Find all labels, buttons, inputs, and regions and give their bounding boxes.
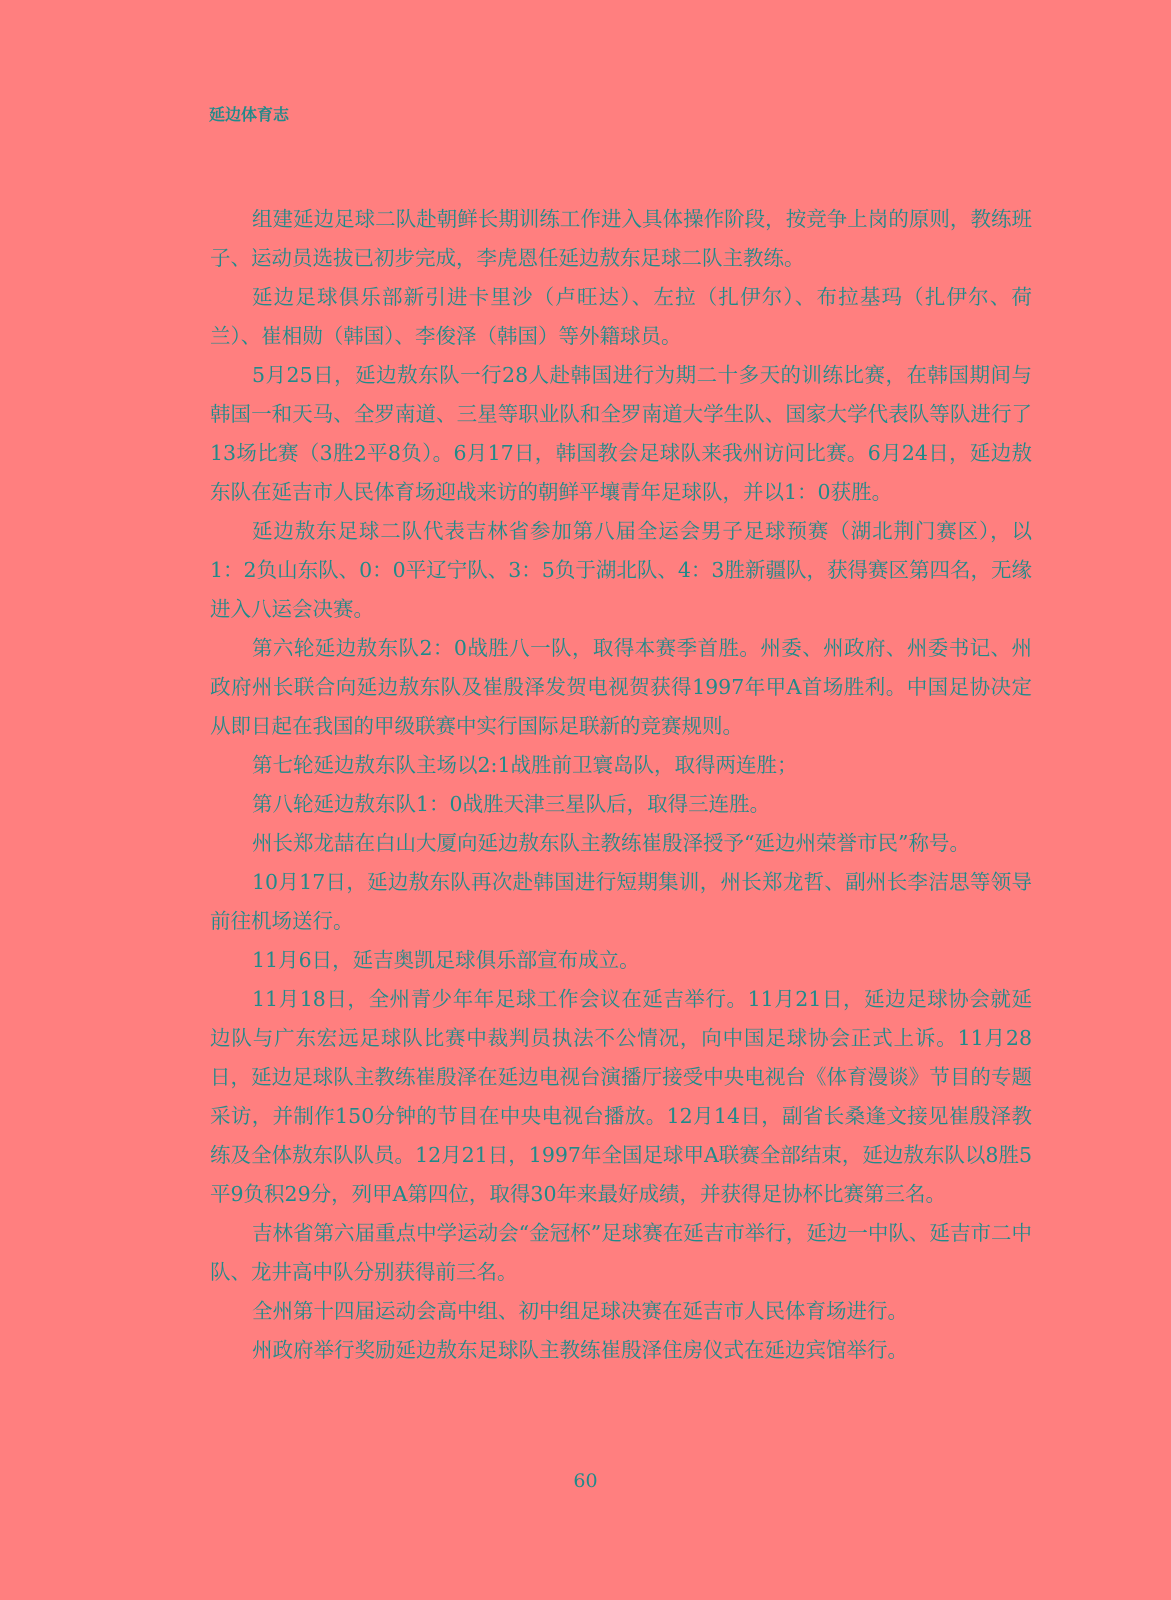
paragraph: 全州第十四届运动会高中组、初中组足球决赛在延吉市人民体育场进行。 (252, 1299, 908, 1323)
paragraph: 11月18日，全州青少年年足球工作会议在延吉举行。11月21日，延边足球协会就延边队与广东宏远足球队比赛中裁判员执法不公情况，向中国足球协会正式上诉。11月28日，延边足球队主教练崔殷泽在延边电视台演播厅接受中央电视台《体育漫谈》节目的专题采访，并制作150分钟的节目在中央电视台播放。12月14日，副省长桑逢文接见崔殷泽教练及全体敖东队队员。12月21日，1997年全国足球甲A联赛全部结束，延边敖东队以8胜5平9负积29分，列甲A第四位，取得30年来最好成绩，并获得足协杯比赛第三名。 (210, 987, 1032, 1206)
paragraph: 第七轮延边敖东队主场以2:1战胜前卫寰岛队，取得两连胜； (252, 753, 798, 777)
paragraph: 延边敖东足球二队代表吉林省参加第八届全运会男子足球预赛（湖北荆门赛区），以1：2负山东队、0：0平辽宁队、3：5负于湖北队、4：3胜新疆队，获得赛区第四名，无缘进入八运会决赛。 (210, 519, 1032, 621)
paragraph: 吉林省第六届重点中学运动会“金冠杯”足球赛在延吉市举行，延边一中队、延吉市二中队、龙井高中队分别获得前三名。 (210, 1221, 1032, 1284)
paragraph: 州政府举行奖励延边敖东足球队主教练崔殷泽住房仪式在延边宾馆举行。 (252, 1338, 908, 1362)
paragraph: 第六轮延边敖东队2：0战胜八一队，取得本赛季首胜。州委、州政府、州委书记、州政府州长联合向延边敖东队及崔殷泽发贺电视贺获得1997年甲A首场胜利。中国足协决定从即日起在我国的甲级联赛中实行国际足联新的竞赛规则。 (210, 636, 1032, 738)
paragraph: 11月6日，延吉奥凯足球俱乐部宣布成立。 (252, 948, 640, 972)
paragraph: 第八轮延边敖东队1：0战胜天津三星队后，取得三连胜。 (252, 792, 771, 816)
paragraph: 延边足球俱乐部新引进卡里沙（卢旺达）、左拉（扎伊尔）、布拉基玛（扎伊尔、荷兰）、崔相勋（韩国）、李俊泽（韩国）等外籍球员。 (210, 285, 1032, 348)
paragraph: 10月17日，延边敖东队再次赴韩国进行短期集训，州长郑龙哲、副州长李洁思等领导前往机场送行。 (210, 870, 1032, 933)
running-header: 延边体育志 (209, 105, 290, 124)
paragraph: 组建延边足球二队赴朝鲜长期训练工作进入具体操作阶段，按竞争上岗的原则，教练班子、运动员选拔已初步完成，李虎恩任延边敖东足球二队主教练。 (210, 207, 1032, 270)
paragraph: 5月25日，延边敖东队一行28人赴韩国进行为期二十多天的训练比赛，在韩国期间与韩国一和天马、全罗南道、三星等职业队和全罗南道大学生队、国家大学代表队等队进行了13场比赛（3胜2平8负）。6月17日，韩国教会足球队来我州访问比赛。6月24日，延边敖东队在延吉市人民体育场迎战来访的朝鲜平壤青年足球队，并以1：0获胜。 (210, 363, 1032, 504)
body-text (210, 200, 1032, 1370)
page-number: 60 (573, 1470, 598, 1492)
paragraph: 州长郑龙喆在白山大厦向延边敖东队主教练崔殷泽授予“延边州荣誉市民”称号。 (252, 831, 970, 855)
